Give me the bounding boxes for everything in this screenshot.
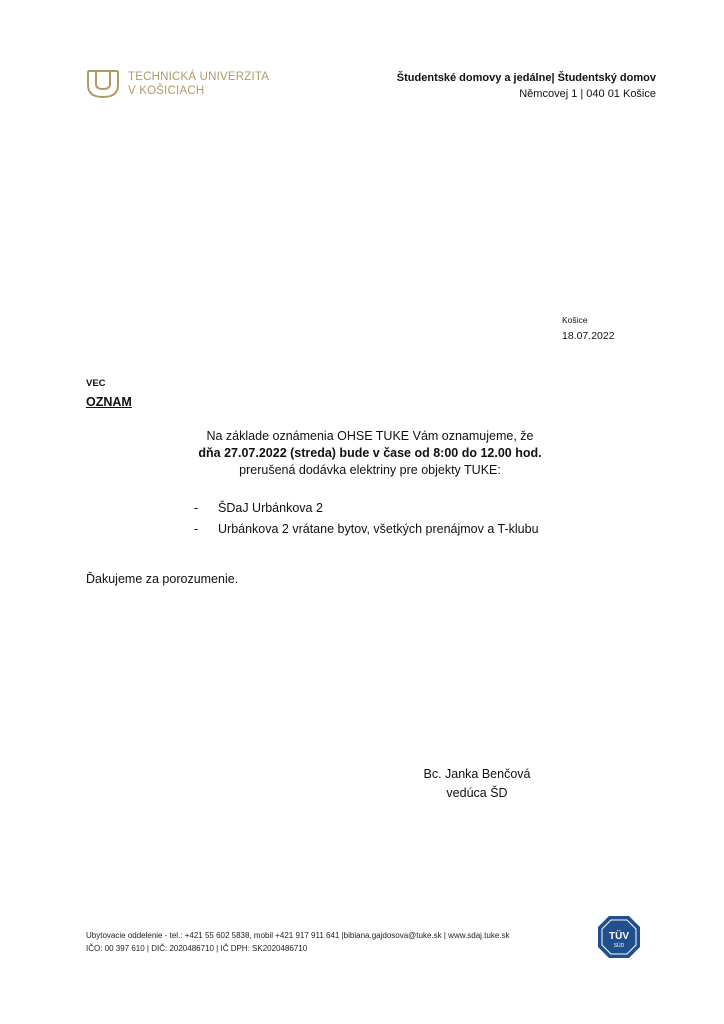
tuv-seal-icon [596, 914, 642, 960]
list-item-text: Urbánkova 2 vrátane bytov, všetkých prenájmov a T-klubu [218, 522, 539, 536]
date-value: 18.07.2022 [562, 330, 615, 342]
header-address: Němcovej 1 | 040 01 Košice [519, 88, 656, 100]
footer-line-2: IČO: 00 397 610 | DIČ: 2020486710 | IČ DPH: SK2020486710 [86, 943, 308, 953]
tuv-certification-seal [596, 914, 642, 965]
list-item [194, 498, 539, 519]
header-institution: Študentské domovy a jedálne| Študentský domov [396, 72, 656, 84]
footer-line-1: Ubytovacie oddelenie - tel.: +421 55 602 5838, mobil +421 917 911 641 |bibiana.gajdosova@tuke.sk | www.sdaj.tuke.sk [86, 931, 510, 940]
signature-name: Bc. Janka Benčová [423, 767, 531, 781]
subject-label: VEC [86, 378, 106, 389]
list-item [194, 519, 539, 540]
seal-text-top: TÜV [609, 931, 629, 942]
date-city: Košice [562, 315, 588, 325]
signature-block [380, 765, 574, 803]
footer-contact [86, 930, 510, 955]
body-line-1: Na základe oznámenia OHSE TUKE Vám oznamujeme, že [206, 429, 534, 443]
list-bullet: - [194, 501, 199, 515]
notice-body [0, 428, 724, 479]
closing-text: Ďakujeme za porozumenie. [86, 572, 239, 586]
subject-title: OZNAM [86, 395, 132, 409]
signature-role: vedúca ŠD [446, 786, 508, 800]
letterhead-address [397, 70, 656, 102]
body-line-3: prerušená dodávka elektriny pre objekty TUKE: [239, 463, 501, 477]
list-bullet: - [194, 522, 199, 536]
body-line-2: dňa 27.07.2022 (streda) bude v čase od 8:00 do 12.00 hod. [198, 446, 542, 460]
university-logo [86, 68, 269, 100]
objects-list [194, 498, 539, 540]
logo-line-1: TECHNICKÁ UNIVERZITA [128, 71, 270, 83]
logo-text [128, 70, 269, 98]
tuke-logo-icon [86, 68, 120, 100]
seal-text-bottom: SÜD [613, 943, 625, 949]
date-block [562, 312, 615, 344]
list-item-text: ŠDaJ Urbánkova 2 [218, 501, 323, 515]
logo-line-2: V KOŠICIACH [128, 85, 205, 97]
